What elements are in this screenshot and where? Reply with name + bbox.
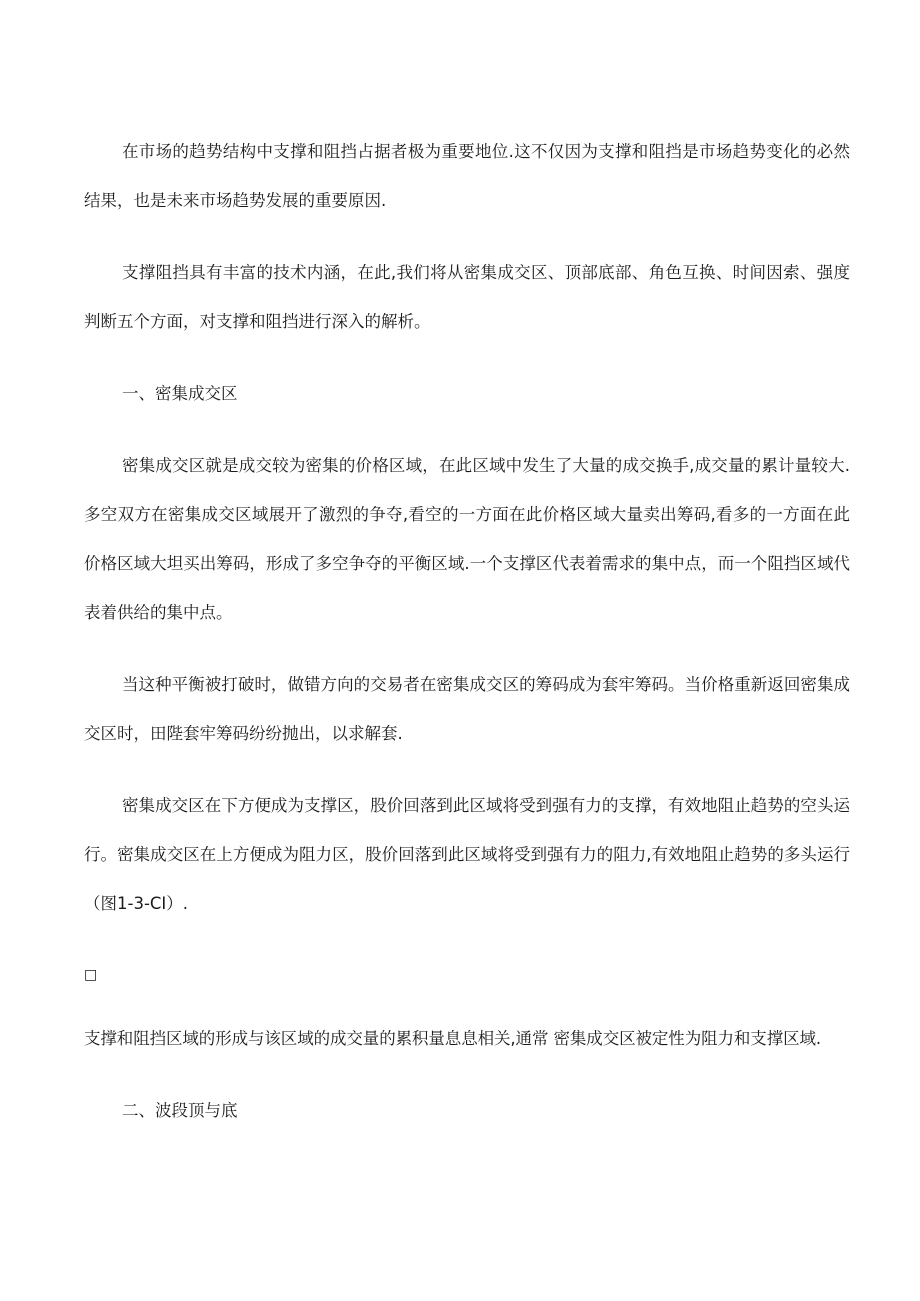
section-heading-2: 二、波段顶与底 xyxy=(122,1101,238,1120)
paragraph-intro: 在市场的趋势结构中支撑和阻挡占据者极为重要地位.这不仅因为支撑和阻挡是市场趋势变化的必然结果，也是未来市场趋势发展的重要原因. xyxy=(84,142,850,210)
paragraph-dense-zone-definition: 密集成交区就是成交较为密集的价格区域，在此区域中发生了大量的成交换手,成交量的累计量较大.多空双方在密集成交区域展开了激烈的争夺,看空的一方面在此价格区域大量卖出筹码,看多的一方面在此价格区域大坦买出筹码，形成了多空争夺的平衡区域.一个支撑区代表着需求的集中点，而一个阻挡区域代表着供给的集中点。 xyxy=(84,456,850,622)
paragraph-figure-caption: 支撑和阻挡区域的形成与该区域的成交量的累积量息息相关,通常 密集成交区被定性为阻力和支撑区域. xyxy=(84,1029,822,1048)
figure-placeholder-icon: □ xyxy=(84,967,98,983)
section-heading-1: 一、密集成交区 xyxy=(122,384,238,403)
paragraph-support-resistance: 密集成交区在下方便成为支撑区，股价回落到此区域将受到强有力的支撑，有效地阻止趋势的空头运行。密集成交区在上方便成为阻力区，股价回落到此区域将受到强有力的阻力,有效地阻止趋势的多头运行（图1-3-CI）. xyxy=(84,796,850,913)
paragraph-balance-broken: 当这种平衡被打破时，做错方向的交易者在密集成交区的筹码成为套牢筹码。当价格重新返回密集成交区时，田陛套牢筹码纷纷抛出，以求解套. xyxy=(84,675,850,743)
paragraph-overview: 支撑阻挡具有丰富的技术内涵，在此,我们将从密集成交区、顶部底部、角色互换、时间因索、强度判断五个方面，对支撑和阻挡进行深入的解析。 xyxy=(84,263,850,331)
